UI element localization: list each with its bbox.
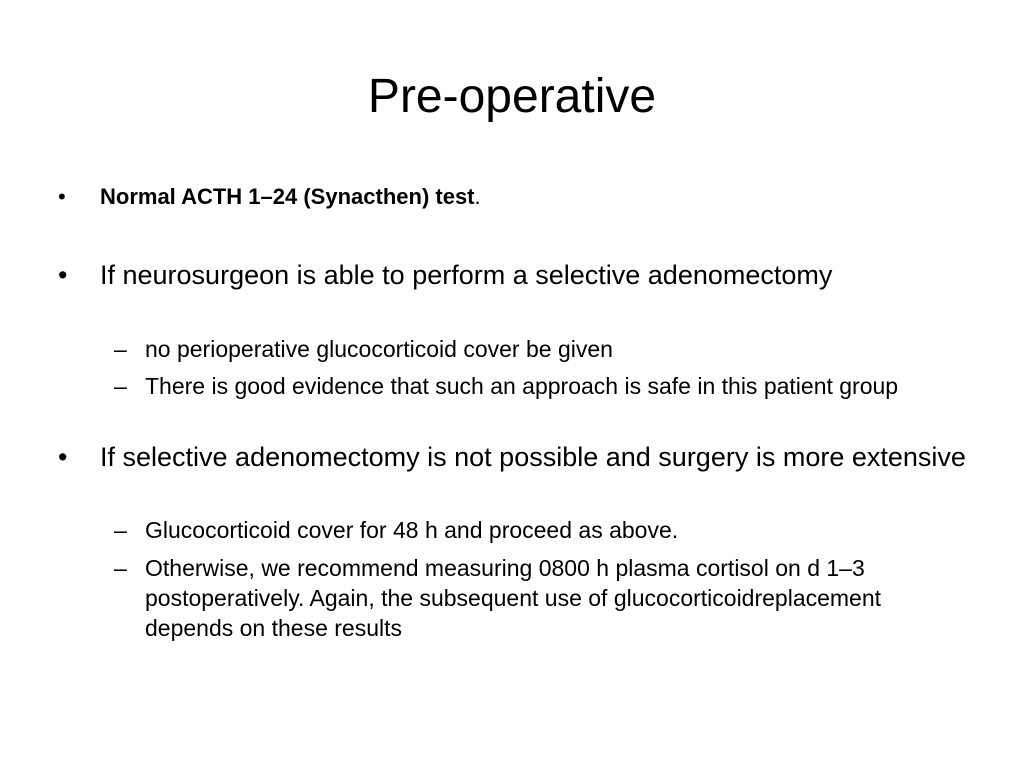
sub-bullet-marker: –: [114, 373, 127, 399]
bullet-text: If neurosurgeon is able to perform a selective adenomectomy: [100, 260, 833, 290]
bullet-text-bold: Normal ACTH 1–24 (Synacthen) test: [100, 184, 475, 209]
sub-bullet-marker: –: [114, 517, 127, 543]
bullet-text-suffix: .: [474, 184, 481, 209]
sub-bullet-marker: –: [114, 336, 127, 362]
sub-bullet-text: There is good evidence that such an approach is safe in this patient group: [145, 373, 899, 399]
sub-bullet-item-3-2: [114, 553, 965, 643]
slide-title: Pre-operative: [367, 70, 657, 123]
sub-bullet-item-2-2: [114, 371, 965, 401]
bullet-marker: •: [58, 184, 66, 209]
bullet-item-3: [58, 440, 980, 474]
sub-bullet-item-3-1: [114, 515, 965, 545]
bullet-marker: •: [58, 442, 68, 472]
bullet-marker: •: [58, 260, 68, 290]
sub-bullet-text: Glucocorticoid cover for 48 h and proceed as above.: [145, 517, 679, 543]
bullet-item-2: [58, 258, 980, 292]
bullet-item-1: [58, 183, 980, 211]
bullet-text: If selective adenomectomy is not possible and surgery is more extensive: [100, 442, 966, 472]
sub-bullet-marker: –: [114, 555, 127, 581]
sub-bullet-text: no perioperative glucocorticoid cover be given: [145, 336, 613, 362]
sub-bullet-text: Otherwise, we recommend measuring 0800 h plasma cortisol on d 1–3 postoperatively. Again, the subsequent use of glucocorticoidreplacement depends on these results: [145, 555, 882, 641]
sub-bullet-item-2-1: [114, 334, 965, 364]
